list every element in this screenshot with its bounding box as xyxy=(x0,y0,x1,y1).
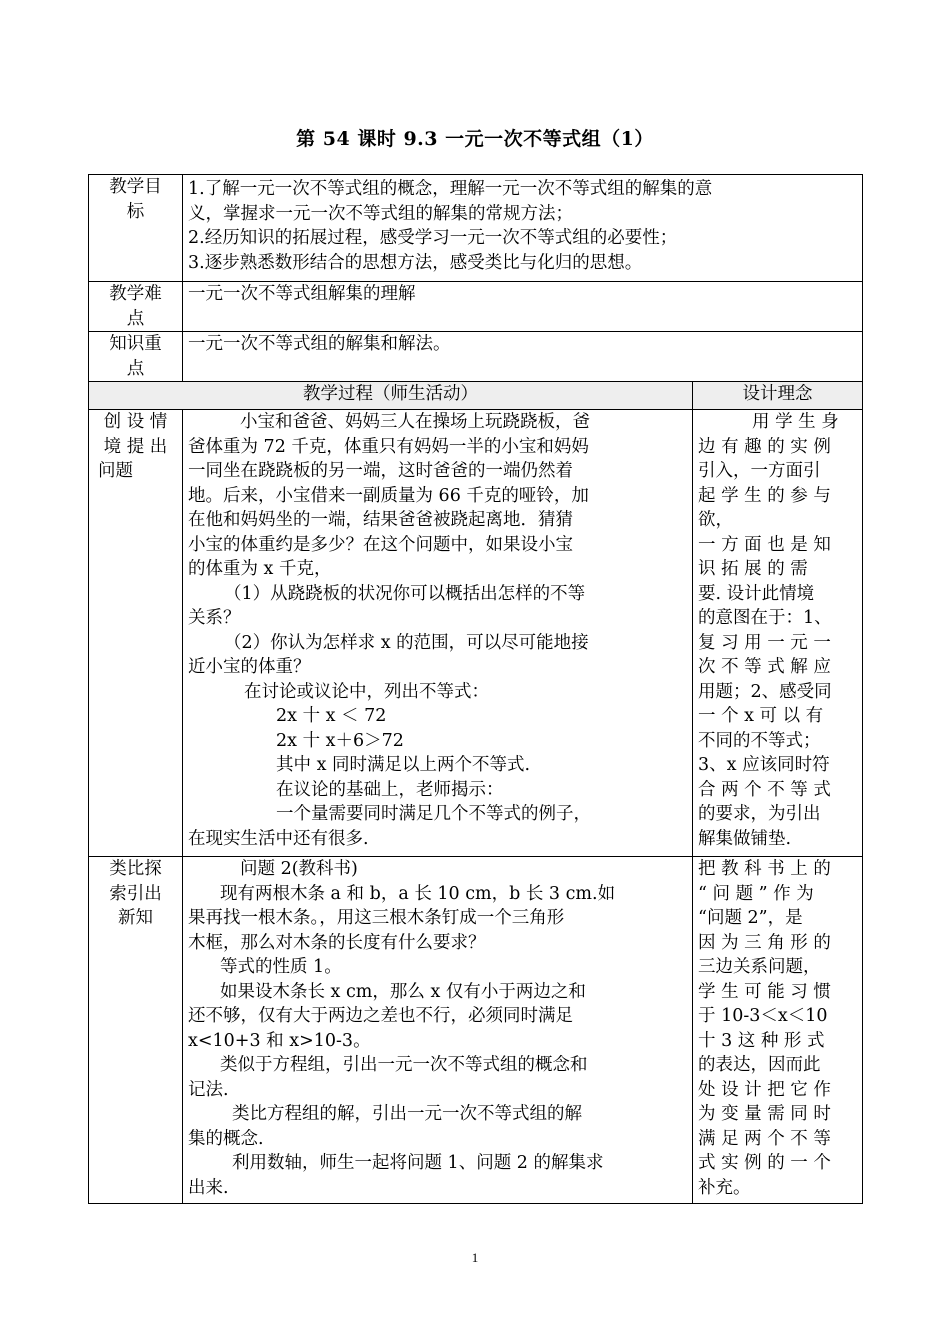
process-line: 木框，那么对木条的长度有什么要求？ xyxy=(188,932,486,953)
process-line: 在议论的基础上，老师揭示： xyxy=(276,779,504,800)
goals-line: 1.了解一元一次不等式组的概念，理解一元一次不等式组的解集的意 xyxy=(188,179,713,199)
concept-line: 补充。 xyxy=(698,1177,751,1198)
concept-line: 因 为 三 角 形 的 xyxy=(698,932,831,953)
section1-label-line: 境 提 出 xyxy=(103,436,168,457)
goals-content xyxy=(183,175,863,282)
goals-row xyxy=(89,175,863,282)
section2-label-line: 新知 xyxy=(118,908,153,928)
concept-line: 十 3 这 种 形 式 xyxy=(698,1030,825,1051)
lesson-plan-table xyxy=(88,174,863,1204)
concept-line: 要. 设计此情境 xyxy=(698,583,815,604)
process-line: 在现实生活中还有很多. xyxy=(188,828,369,849)
process-header: 教学过程（师生活动） xyxy=(89,382,693,410)
difficulty-label-line: 教学难 xyxy=(109,284,162,304)
process-line: x<10+3 和 x>10-3。 xyxy=(188,1030,371,1051)
difficulty-label xyxy=(89,282,183,332)
process-line: 果再找一根木条。，用这三根木条钉成一个三角形 xyxy=(188,908,565,928)
section2-label-line: 索引出 xyxy=(109,883,162,904)
goals-label xyxy=(89,175,183,282)
process-line: 记法. xyxy=(188,1079,229,1100)
process-line: 关系？ xyxy=(188,608,241,628)
concept-line: 三边关系问题， xyxy=(698,957,821,977)
section1-concept xyxy=(693,410,863,857)
concept-line: 学 生 可 能 习 惯 xyxy=(698,981,831,1002)
difficulty-row xyxy=(89,282,863,332)
concept-line: 欲， xyxy=(698,510,733,530)
section2-label xyxy=(89,857,183,1204)
inequality-line: 2x 十 x ＜ 72 xyxy=(276,706,387,726)
section1-label xyxy=(89,410,183,857)
concept-line: 一 方 面 也 是 知 xyxy=(698,534,831,555)
process-line: 出来. xyxy=(188,1177,229,1198)
page-title: 第 54 课时 9.3 一元一次不等式组（1） xyxy=(296,128,654,150)
concept-line: 引入，一方面引 xyxy=(698,461,821,481)
difficulty-label-line: 点 xyxy=(126,308,145,329)
section1-row xyxy=(89,410,863,857)
section2-concept xyxy=(693,857,863,1204)
process-line: 地。后来，小宝借来一副质量为 66 千克的哑铃，加 xyxy=(188,485,589,506)
concept-line: 式 实 例 的 一 个 xyxy=(698,1153,831,1173)
goals-line: 2.经历知识的拓展过程，感受学习一元一次不等式组的必要性； xyxy=(188,228,678,248)
section2-label-line: 类比探 xyxy=(109,859,162,879)
process-line: 等式的性质 1。 xyxy=(220,957,342,977)
goals-label-line: 教学目 xyxy=(109,177,162,197)
process-line: 近小宝的体重？ xyxy=(188,657,311,677)
concept-line: 的要求，为引出 xyxy=(698,804,821,824)
concept-line: “问题 2”，是 xyxy=(698,908,803,928)
concept-line: 解集做铺垫. xyxy=(698,828,792,849)
process-line: 一同坐在跷跷板的另一端，这时爸爸的一端仍然着 xyxy=(188,461,573,481)
key-points-content: 一元一次不等式组的解集和解法。 xyxy=(183,332,863,382)
concept-line: 处 设 计 把 它 作 xyxy=(698,1079,831,1100)
goals-line: 3.逐步熟悉数形结合的思想方法，感受类比与化归的思想。 xyxy=(188,252,643,273)
concept-header: 设计理念 xyxy=(693,382,863,410)
concept-line: 满 足 两 个 不 等 xyxy=(698,1128,831,1149)
process-line: 利用数轴，师生一起将问题 1、问题 2 的解集求 xyxy=(232,1153,604,1173)
concept-line: 用 学 生 身 xyxy=(752,412,839,432)
key-points-label-line: 知识重 xyxy=(109,334,162,354)
concept-line: 把 教 科 书 上 的 xyxy=(698,859,831,879)
key-points-label-line: 点 xyxy=(126,358,145,379)
concept-line: 3、x 应该同时符 xyxy=(698,755,830,775)
process-line: 如果设木条长 x cm，那么 x 仅有小于两边之和 xyxy=(220,981,586,1002)
process-line: 类比方程组的解，引出一元一次不等式组的解 xyxy=(232,1104,582,1124)
goals-line: 义，掌握求一元一次不等式组的解集的常规方法； xyxy=(188,203,573,224)
concept-line: “ 问 题 ” 作 为 xyxy=(698,883,814,904)
process-line: （2）你认为怎样求 x 的范围，可以尽可能地接 xyxy=(224,632,589,653)
concept-line: 为 变 量 需 同 时 xyxy=(698,1104,831,1124)
process-line: 在讨论或议论中，列出不等式： xyxy=(244,681,489,702)
section1-label-line: 问题 xyxy=(98,461,133,481)
process-line: 爸体重为 72 千克，体重只有妈妈一半的小宝和妈妈 xyxy=(188,436,589,457)
process-line: 类似于方程组，引出一元一次不等式组的概念和 xyxy=(220,1055,588,1075)
concept-line: 起 学 生 的 参 与 xyxy=(698,485,831,506)
process-line: 其中 x 同时满足以上两个不等式. xyxy=(276,755,531,775)
process-line: 一个量需要同时满足几个不等式的例子， xyxy=(276,804,591,824)
key-points-row xyxy=(89,332,863,382)
process-line: 还不够，仅有大于两边之差也不行，必须同时满足 xyxy=(188,1006,573,1026)
process-line: （1）从跷跷板的状况你可以概括出怎样的不等 xyxy=(224,583,586,604)
goals-label-line: 标 xyxy=(126,201,145,222)
section1-label-line: 创 设 情 xyxy=(103,412,168,432)
process-line: 小宝和爸爸、妈妈三人在操场上玩跷跷板，爸 xyxy=(240,412,590,432)
process-line: 小宝的体重约是多少？在这个问题中，如果设小宝 xyxy=(188,534,573,555)
concept-line: 合 两 个 不 等 式 xyxy=(698,779,831,800)
concept-line: 于 10-3＜x＜10 xyxy=(698,1006,828,1026)
page-number: 1 xyxy=(471,1250,479,1265)
concept-line: 一 个 x 可 以 有 xyxy=(698,706,824,726)
concept-line: 的表达，因而此 xyxy=(698,1055,821,1075)
inequality-line: 2x 十 x＋6＞72 xyxy=(276,730,404,751)
concept-line: 不同的不等式； xyxy=(698,730,821,751)
section2-row xyxy=(89,857,863,1204)
process-header-row xyxy=(89,382,863,410)
difficulty-content: 一元一次不等式组解集的理解 xyxy=(183,282,863,332)
process-line: 集的概念. xyxy=(188,1128,264,1149)
concept-line: 识 拓 展 的 需 xyxy=(698,559,808,579)
concept-line: 次 不 等 式 解 应 xyxy=(698,657,831,677)
process-line: 在他和妈妈坐的一端，结果爸爸被跷起离地．猜猜 xyxy=(188,510,573,530)
concept-line: 边 有 趣 的 实 例 xyxy=(698,436,831,457)
section2-process xyxy=(183,857,693,1204)
process-line: 的体重为 x 千克， xyxy=(188,559,332,579)
concept-line: 用题；2、感受同 xyxy=(698,681,832,702)
concept-line: 的意图在于：1、 xyxy=(698,608,832,628)
process-line: 现有两根木条 a 和 b，a 长 10 cm，b 长 3 cm.如 xyxy=(220,883,616,904)
key-points-label xyxy=(89,332,183,382)
concept-line: 复 习 用 一 元 一 xyxy=(698,632,831,653)
section1-process xyxy=(183,410,693,857)
process-line: 问题 2(教科书) xyxy=(240,859,358,879)
